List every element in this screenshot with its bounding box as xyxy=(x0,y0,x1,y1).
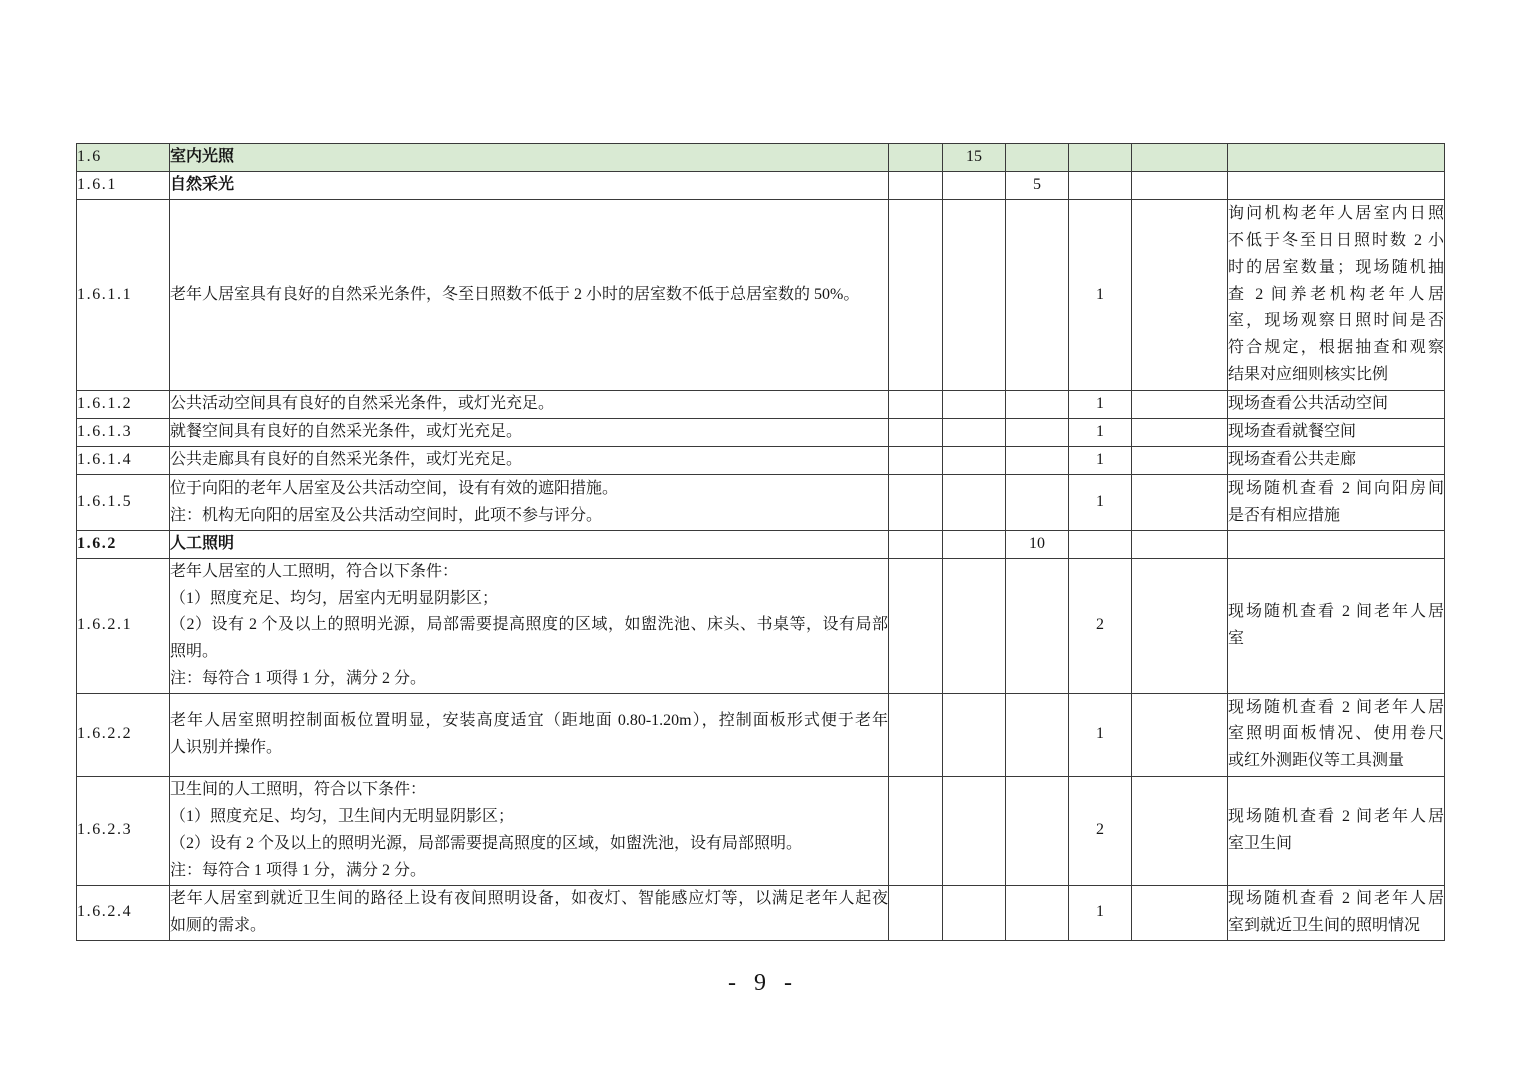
item-code: 1.6.2.4 xyxy=(77,885,170,940)
method-line: 询问机构老年人居室内日照 xyxy=(1228,205,1444,223)
empty-cell xyxy=(1006,475,1069,531)
item-content xyxy=(170,776,889,885)
empty-cell xyxy=(1132,391,1228,419)
method-line: 查 2 间养老机构老年人居 xyxy=(1228,285,1444,303)
content-line: 自然采光 xyxy=(170,176,235,194)
assessment-method xyxy=(1228,200,1445,391)
item-code: 1.6.1.1 xyxy=(77,200,170,391)
item-content xyxy=(170,558,889,693)
empty-cell xyxy=(889,172,943,200)
item-content xyxy=(170,419,889,447)
subsection-row xyxy=(77,172,1445,200)
content-line: 室内光照 xyxy=(170,148,235,166)
method-line: 不低于冬至日日照时数 2 小 xyxy=(1228,232,1444,249)
item-code: 1.6.2 xyxy=(77,531,170,559)
content-line: 卫生间的人工照明，符合以下条件： xyxy=(170,781,427,799)
empty-cell xyxy=(889,447,943,475)
empty-cell xyxy=(889,391,943,419)
empty-cell xyxy=(943,885,1006,940)
method-line: 现场查看公共走廊 xyxy=(1228,451,1357,469)
empty-cell xyxy=(1006,391,1069,419)
content-line: 公共活动空间具有良好的自然采光条件，或灯光充足。 xyxy=(170,395,555,413)
assessment-method xyxy=(1228,447,1445,475)
empty-cell xyxy=(1132,172,1228,200)
empty-cell xyxy=(1069,144,1132,172)
method-line: 是否有相应措施 xyxy=(1228,506,1341,524)
empty-cell xyxy=(1132,693,1228,776)
table-row xyxy=(77,776,1445,885)
table-row xyxy=(77,558,1445,693)
subcategory-score: 5 xyxy=(1006,172,1069,200)
item-content xyxy=(170,391,889,419)
item-score: 1 xyxy=(1069,419,1132,447)
table-row xyxy=(77,475,1445,531)
empty-cell xyxy=(943,391,1006,419)
item-content xyxy=(170,531,889,559)
item-code: 1.6 xyxy=(77,144,170,172)
content-line: 老年人居室到就近卫生间的路径上设有夜间照明设备，如夜灯、智能感应灯等，以满足老年人起夜 xyxy=(170,890,888,907)
subsection-row xyxy=(77,531,1445,559)
table-row xyxy=(77,200,1445,391)
method-line: 现场查看公共活动空间 xyxy=(1228,395,1389,413)
item-score: 1 xyxy=(1069,447,1132,475)
table-row xyxy=(77,391,1445,419)
table-row xyxy=(77,885,1445,940)
note-line: 注：机构无向阳的居室及公共活动空间时，此项不参与评分。 xyxy=(170,506,603,524)
item-code: 1.6.1.4 xyxy=(77,447,170,475)
empty-cell xyxy=(1132,144,1228,172)
content-line: （1）照度充足、均匀，居室内无明显阴影区； xyxy=(170,589,499,607)
content-line: 人工照明 xyxy=(170,535,235,552)
assessment-method xyxy=(1228,531,1445,559)
empty-cell xyxy=(943,172,1006,200)
empty-cell xyxy=(1006,776,1069,885)
empty-cell xyxy=(1132,776,1228,885)
assessment-method xyxy=(1228,144,1445,172)
empty-cell xyxy=(889,693,943,776)
section-row xyxy=(77,144,1445,172)
empty-cell xyxy=(1132,419,1228,447)
item-content xyxy=(170,885,889,940)
method-line: 现场查看就餐空间 xyxy=(1228,423,1357,441)
empty-cell xyxy=(889,475,943,531)
empty-cell xyxy=(1132,885,1228,940)
method-line: 室 xyxy=(1228,629,1245,647)
content-line: 照明。 xyxy=(170,643,219,661)
empty-cell xyxy=(889,558,943,693)
method-line: 结果对应细则核实比例 xyxy=(1228,365,1389,383)
note-line: 注：每符合 1 项得 1 分，满分 2 分。 xyxy=(170,861,427,879)
table-row xyxy=(77,693,1445,776)
empty-cell xyxy=(1132,447,1228,475)
empty-cell xyxy=(943,693,1006,776)
item-code: 1.6.1.3 xyxy=(77,419,170,447)
item-score: 2 xyxy=(1069,558,1132,693)
item-score: 2 xyxy=(1069,776,1132,885)
content-line: （2）设有 2 个及以上的照明光源，局部需要提高照度的区域，如盥洗池、床头、书桌等，设有局部 xyxy=(170,616,888,634)
content-line: 老年人居室照明控制面板位置明显，安装高度适宜（距地面 0.80-1.20m），控制面板形式便于老年 xyxy=(170,712,888,729)
empty-cell xyxy=(1132,475,1228,531)
subcategory-score: 10 xyxy=(1006,531,1069,559)
content-line: 位于向阳的老年人居室及公共活动空间，设有有效的遮阳措施。 xyxy=(170,479,619,497)
empty-cell xyxy=(889,885,943,940)
assessment-method xyxy=(1228,693,1445,776)
method-line: 室到就近卫生间的照明情况 xyxy=(1228,916,1421,934)
empty-cell xyxy=(943,776,1006,885)
item-content xyxy=(170,447,889,475)
method-line: 室卫生间 xyxy=(1228,834,1293,852)
empty-cell xyxy=(1006,693,1069,776)
note-line: 注：每符合 1 项得 1 分，满分 2 分。 xyxy=(170,669,427,687)
method-line: 室，现场观察日照时间是否 xyxy=(1228,312,1444,330)
empty-cell xyxy=(943,475,1006,531)
item-content xyxy=(170,475,889,531)
item-code: 1.6.2.3 xyxy=(77,776,170,885)
empty-cell xyxy=(943,558,1006,693)
empty-cell xyxy=(1006,558,1069,693)
empty-cell xyxy=(943,531,1006,559)
method-line: 或红外测距仪等工具测量 xyxy=(1228,752,1405,770)
table-row xyxy=(77,447,1445,475)
empty-cell xyxy=(889,419,943,447)
empty-cell xyxy=(1132,200,1228,391)
assessment-method xyxy=(1228,391,1445,419)
item-code: 1.6.2.1 xyxy=(77,558,170,693)
method-line: 现场随机查看 2 间向阳房间 xyxy=(1228,479,1444,497)
empty-cell xyxy=(1006,419,1069,447)
content-line: 公共走廊具有良好的自然采光条件，或灯光充足。 xyxy=(170,451,523,469)
assessment-method xyxy=(1228,558,1445,693)
empty-cell xyxy=(943,419,1006,447)
empty-cell xyxy=(1006,885,1069,940)
assessment-table xyxy=(76,143,1445,941)
method-line: 符合规定，根据抽查和观察 xyxy=(1228,339,1444,357)
assessment-method xyxy=(1228,172,1445,200)
empty-cell xyxy=(1132,558,1228,693)
method-line: 现场随机查看 2 间老年人居 xyxy=(1228,603,1444,620)
method-line: 时的居室数量；现场随机抽 xyxy=(1228,258,1444,276)
content-line: 如厕的需求。 xyxy=(170,916,267,934)
content-line: 就餐空间具有良好的自然采光条件，或灯光充足。 xyxy=(170,423,523,441)
category-score: 15 xyxy=(943,144,1006,172)
item-score: 1 xyxy=(1069,885,1132,940)
item-code: 1.6.1.5 xyxy=(77,475,170,531)
empty-cell xyxy=(889,531,943,559)
empty-cell xyxy=(1006,144,1069,172)
empty-cell xyxy=(1069,172,1132,200)
content-line: 老年人居室的人工照明，符合以下条件： xyxy=(170,562,459,580)
item-score: 1 xyxy=(1069,475,1132,531)
item-score: 1 xyxy=(1069,200,1132,391)
item-content xyxy=(170,693,889,776)
item-score: 1 xyxy=(1069,693,1132,776)
empty-cell xyxy=(1069,531,1132,559)
content-line: （1）照度充足、均匀，卫生间内无明显阴影区； xyxy=(170,808,515,825)
table-row xyxy=(77,419,1445,447)
assessment-method xyxy=(1228,885,1445,940)
content-line: 老年人居室具有良好的自然采光条件，冬至日照数不低于 2 小时的居室数不低于总居室数的 50%。 xyxy=(170,285,860,303)
item-code: 1.6.2.2 xyxy=(77,693,170,776)
content-line: （2）设有 2 个及以上的照明光源，局部需要提高照度的区域，如盥洗池，设有局部照明。 xyxy=(170,834,803,852)
item-content xyxy=(170,200,889,391)
page-number: - 9 - xyxy=(728,970,798,996)
item-content xyxy=(170,144,889,172)
item-code: 1.6.1 xyxy=(77,172,170,200)
empty-cell xyxy=(943,447,1006,475)
method-line: 现场随机查看 2 间老年人居 xyxy=(1228,698,1444,716)
method-line: 室照明面板情况、使用卷尺 xyxy=(1228,725,1444,743)
method-line: 现场随机查看 2 间老年人居 xyxy=(1228,808,1444,825)
empty-cell xyxy=(1006,200,1069,391)
empty-cell xyxy=(943,200,1006,391)
assessment-method xyxy=(1228,776,1445,885)
item-code: 1.6.1.2 xyxy=(77,391,170,419)
empty-cell xyxy=(889,144,943,172)
empty-cell xyxy=(889,200,943,391)
method-line: 现场随机查看 2 间老年人居 xyxy=(1228,890,1444,907)
assessment-method xyxy=(1228,419,1445,447)
content-line: 人识别并操作。 xyxy=(170,738,283,756)
assessment-method xyxy=(1228,475,1445,531)
empty-cell xyxy=(1132,531,1228,559)
item-content xyxy=(170,172,889,200)
empty-cell xyxy=(889,776,943,885)
empty-cell xyxy=(1006,447,1069,475)
item-score: 1 xyxy=(1069,391,1132,419)
